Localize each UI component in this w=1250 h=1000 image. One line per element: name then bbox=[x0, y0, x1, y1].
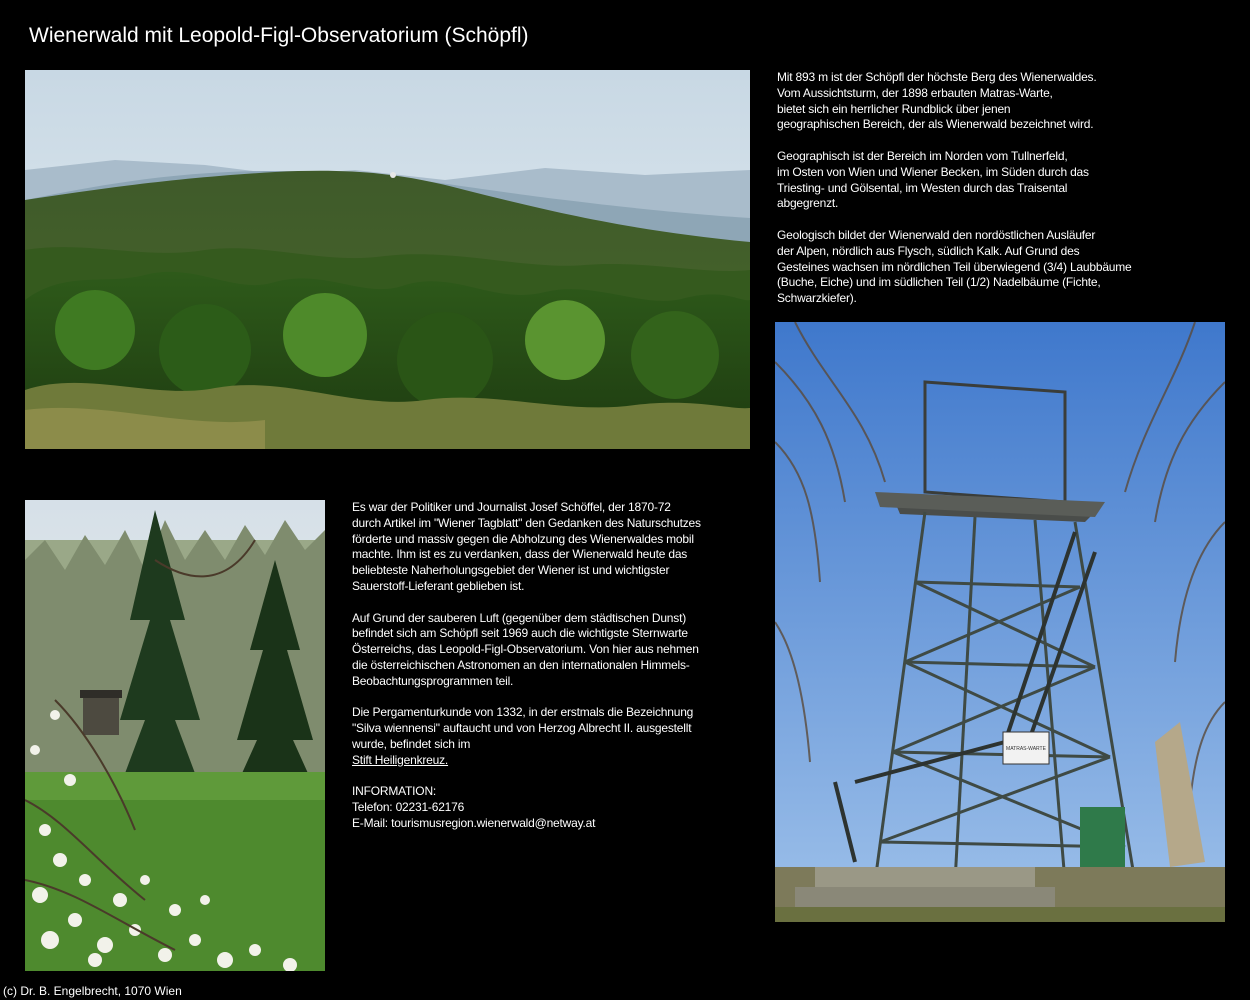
info-phone: Telefon: 02231-62176 bbox=[352, 800, 465, 815]
paragraph-observatory bbox=[352, 611, 762, 690]
copyright-footer: (c) Dr. B. Engelbrecht, 1070 Wien bbox=[3, 984, 182, 998]
text-line: geographischen Bereich, der als Wienerwald bezeichnet wird. bbox=[777, 117, 1094, 132]
paragraph-information bbox=[352, 784, 762, 831]
text-line: wurde, befindet sich im bbox=[352, 736, 471, 751]
paragraph-geography bbox=[777, 149, 1237, 212]
text-line: (Buche, Eiche) und im südlichen Teil (1/2) Nadelbäume (Fichte, bbox=[777, 275, 1101, 290]
forest-panorama-photo bbox=[25, 70, 750, 449]
text-line: Mit 893 m ist der Schöpfl der höchste Berg des Wienerwaldes. bbox=[777, 70, 1097, 84]
text-line: Die Pergamenturkunde von 1332, in der erstmals die Bezeichnung bbox=[352, 705, 694, 720]
text-line: der Alpen, nördlich aus Flysch, südlich Kalk. Auf Grund des bbox=[777, 243, 1080, 258]
text-line: abgegrenzt. bbox=[777, 196, 839, 211]
text-line: Beobachtungsprogrammen teil. bbox=[352, 673, 514, 688]
page-title: Wienerwald mit Leopold-Figl-Observatorium (Schöpfl) bbox=[29, 24, 529, 47]
text-line: beliebteste Naherholungsgebiet der Wiener ist und wichtigster bbox=[352, 563, 670, 578]
paragraph-charter bbox=[352, 705, 762, 768]
text-line: Geologisch bildet der Wienerwald den nordöstlichen Ausläufer bbox=[777, 227, 1096, 242]
paragraph-geology bbox=[777, 228, 1237, 307]
text-line: Vom Aussichtsturm, der 1898 erbauten Matras-Warte, bbox=[777, 85, 1053, 100]
text-line: "Silva wiennensi" auftaucht und von Herzog Albrecht II. ausgestellt bbox=[352, 721, 692, 736]
blossom-meadow-photo bbox=[25, 500, 325, 971]
text-line: bietet sich ein herrlicher Rundblick über jenen bbox=[777, 101, 1011, 116]
text-line: Sauerstoff-Lieferant geblieben ist. bbox=[352, 578, 525, 593]
text-line: Gesteines wachsen im nördlichen Teil überwiegend (3/4) Laubbäume bbox=[777, 259, 1132, 274]
description-middle bbox=[352, 500, 762, 832]
info-email: E-Mail: tourismusregion.wienerwald@netway.at bbox=[352, 815, 596, 830]
tower-sign-text: MATRAS-WARTE bbox=[1006, 746, 1046, 752]
description-right bbox=[777, 70, 1237, 307]
stift-heiligenkreuz-link[interactable]: Stift Heiligenkreuz. bbox=[352, 752, 449, 767]
paragraph-summit bbox=[777, 70, 1237, 133]
observation-tower-photo bbox=[775, 322, 1225, 922]
text-line: im Osten von Wien und Wiener Becken, im Süden durch das bbox=[777, 164, 1089, 179]
text-line: durch Artikel im "Wiener Tagblatt" den Gedanken des Naturschutzes bbox=[352, 515, 701, 530]
text-line: förderte und massiv gegen die Abholzung des Wienerwaldes mobil bbox=[352, 531, 694, 546]
text-line: Auf Grund der sauberen Luft (gegenüber dem städtischen Dunst) bbox=[352, 610, 687, 625]
text-line: Es war der Politiker und Journalist Josef Schöffel, der 1870-72 bbox=[352, 500, 671, 514]
text-line: Geographisch ist der Bereich im Norden vom Tullnerfeld, bbox=[777, 148, 1068, 163]
text-line: befindet sich am Schöpfl seit 1969 auch die wichtigste Sternwarte bbox=[352, 626, 688, 641]
paragraph-schoeffel bbox=[352, 500, 762, 595]
text-line: Triesting- und Gölsental, im Westen durch das Traisental bbox=[777, 180, 1068, 195]
text-line: machte. Ihm ist es zu verdanken, dass der Wienerwald heute das bbox=[352, 547, 688, 562]
text-line: Österreichs, das Leopold-Figl-Observatorium. Von hier aus nehmen bbox=[352, 642, 699, 657]
info-heading: INFORMATION: bbox=[352, 784, 437, 799]
text-line: die österreichischen Astronomen an den internationalen Himmels- bbox=[352, 657, 690, 672]
text-line: Schwarzkiefer). bbox=[777, 291, 857, 306]
